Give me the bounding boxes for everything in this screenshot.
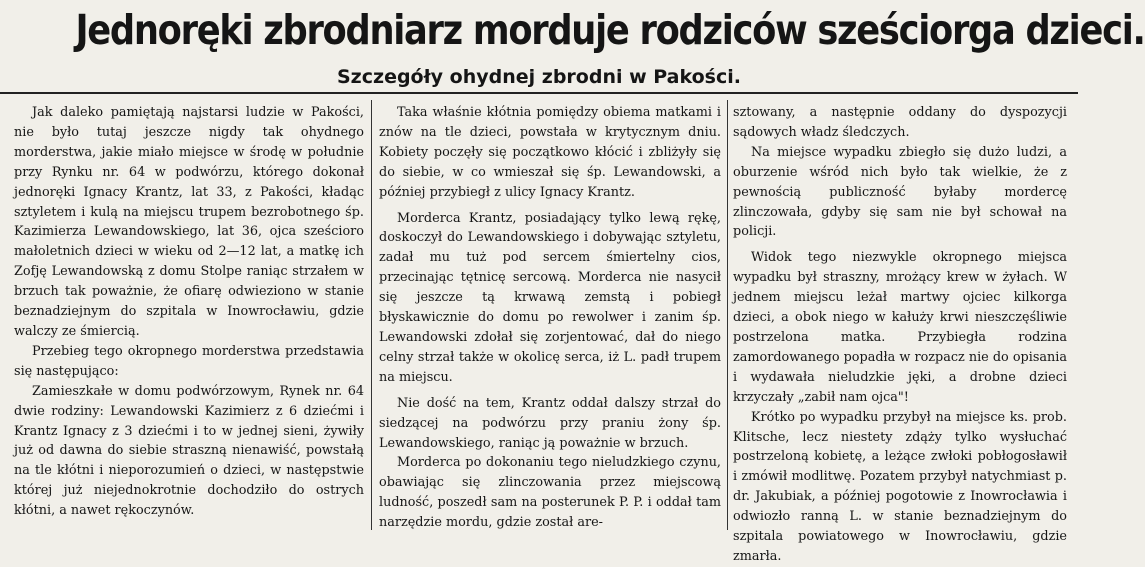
- paragraph: Krótko po wypadku przybył na miejsce ks. prob. Klitsche, lecz niestety zdąży tylko wysłuchać postrzeloną kobietę, a leżące zwłoki pobłogosławił i zmówił modlitwę. Pozatem przybył natychmiast p. dr. Jakubiak, a później pogotowie z Inowrocławia i odwiozło ranną L. w stanie beznadziejnym do szpitala powiatowego w Inowrocławiu, gdzie zmarła.: [733, 409, 1067, 564]
- column-divider: [727, 100, 728, 530]
- paragraph: Morderca Krantz, posiadający tylko lewą rękę, doskoczył do Lewandowskiego i dobywając sztyletu, zadał mu tuż pod sercem śmiertelny cios, przecinając tętnicę sercową. Morderca nie nasycił się jeszcze tą krwawą zemstą i pobiegł błyskawicznie do domu po rewolwer i zanim śp. Lewandowski zdołał się zorjentować, dał do niego celny strzał także w okolicę serca, iż L. padł trupem na miejscu.: [379, 210, 721, 385]
- paragraph: Taka właśnie kłótnia pomiędzy obiema matkami i znów na tle dzieci, powstała w krytycznym dniu. Kobiety poczęły się początkowo kłócić i zbliżyły się do siebie, w co wmieszał się śp. Lewandowski, a później przybiegł z ulicy Ignacy Krantz.: [379, 105, 721, 200]
- paragraph: sztowany, a następnie oddany do dyspozycji sądowych władz śledczych.: [733, 105, 1067, 140]
- paragraph: Morderca po dokonaniu tego nieludzkiego czynu, obawiając się zlinczowania przez miejscową ludność, poszedł sam na posterunek P. P. i oddał tam narzędzie mordu, gdzie został are-: [379, 455, 721, 531]
- article-column-2: [379, 103, 721, 530]
- article-column-3: [733, 103, 1067, 564]
- paragraph: Przebieg tego okropnego morderstwa przedstawia się następująco:: [14, 343, 364, 379]
- article-column-1: [14, 103, 364, 530]
- column-divider: [371, 100, 372, 530]
- headline-rule: [0, 92, 1078, 94]
- subheadline: Szczegóły ohydnej zbrodni w Pakości.: [337, 66, 741, 88]
- paragraph: Jak daleko pamiętają najstarsi ludzie w Pakości, nie było tutaj jeszcze nigdy tak ohydnego morderstwa, jakie miało miejsce w środę w południe przy Rynku nr. 64 w podwórzu, którego dokonał jednoręki Ignacy Krantz, lat 33, z Pakości, kładąc sztyletem i kulą na miejscu trupem bezrobotnego śp. Kazimierza Lewandowskiego, lat 36, ojca sześcioro małoletnich dzieci w wieku od 2—12 lat, a matkę ich Zofję Lewandowską z domu Stolpe raniąc strzałem w brzuch tak poważnie, że ofiarę odwieziono w stanie beznadziejnym do szpitala w Inowrocławiu, gdzie walczy ze śmiercią.: [14, 105, 364, 339]
- paragraph: Zamieszkałe w domu podwórzowym, Rynek nr. 64 dwie rodziny: Lewandowski Kazimierz z 6 dziećmi i Krantz Ignacy z 3 dziećmi i to w jednej sieni, żywiły już od dawna do siebie straszną nienawiść, powstałą na tle kłótni i nieporozumień o dzieci, w następstwie której już niejednokrotnie dochodziło do ostrych kłótni, a nawet rękoczynów.: [14, 383, 364, 519]
- paragraph: Nie dość na tem, Krantz oddał dalszy strzał do siedzącej na podwórzu przy praniu żony śp. Lewandowskiego, raniąc ją poważnie w brzuch.: [379, 395, 721, 451]
- headline: Jednoręki zbrodniarz morduje rodziców sześciorga dzieci.: [75, 6, 1145, 54]
- paragraph: Na miejsce wypadku zbiegło się dużo ludzi, a oburzenie wśród nich było tak wielkie, że z pewnością publiczność byłaby mordercę zlinczowała, gdyby się sam nie był schował na policji.: [733, 144, 1067, 240]
- paragraph: Widok tego niezwykle okropnego miejsca wypadku był straszny, mrożący krew w żyłach. W jednem miejscu leżał martwy ojciec kilkorga dzieci, a obok niego w kałuży krwi nieszczęśliwie postrzelona matka. Przybiegła rodzina zamordowanego popadła w rozpacz nie do opisania i wydawała nieludzkie jęki, a drobne dzieci krzyczały „zabił nam ojca"!: [733, 250, 1067, 405]
